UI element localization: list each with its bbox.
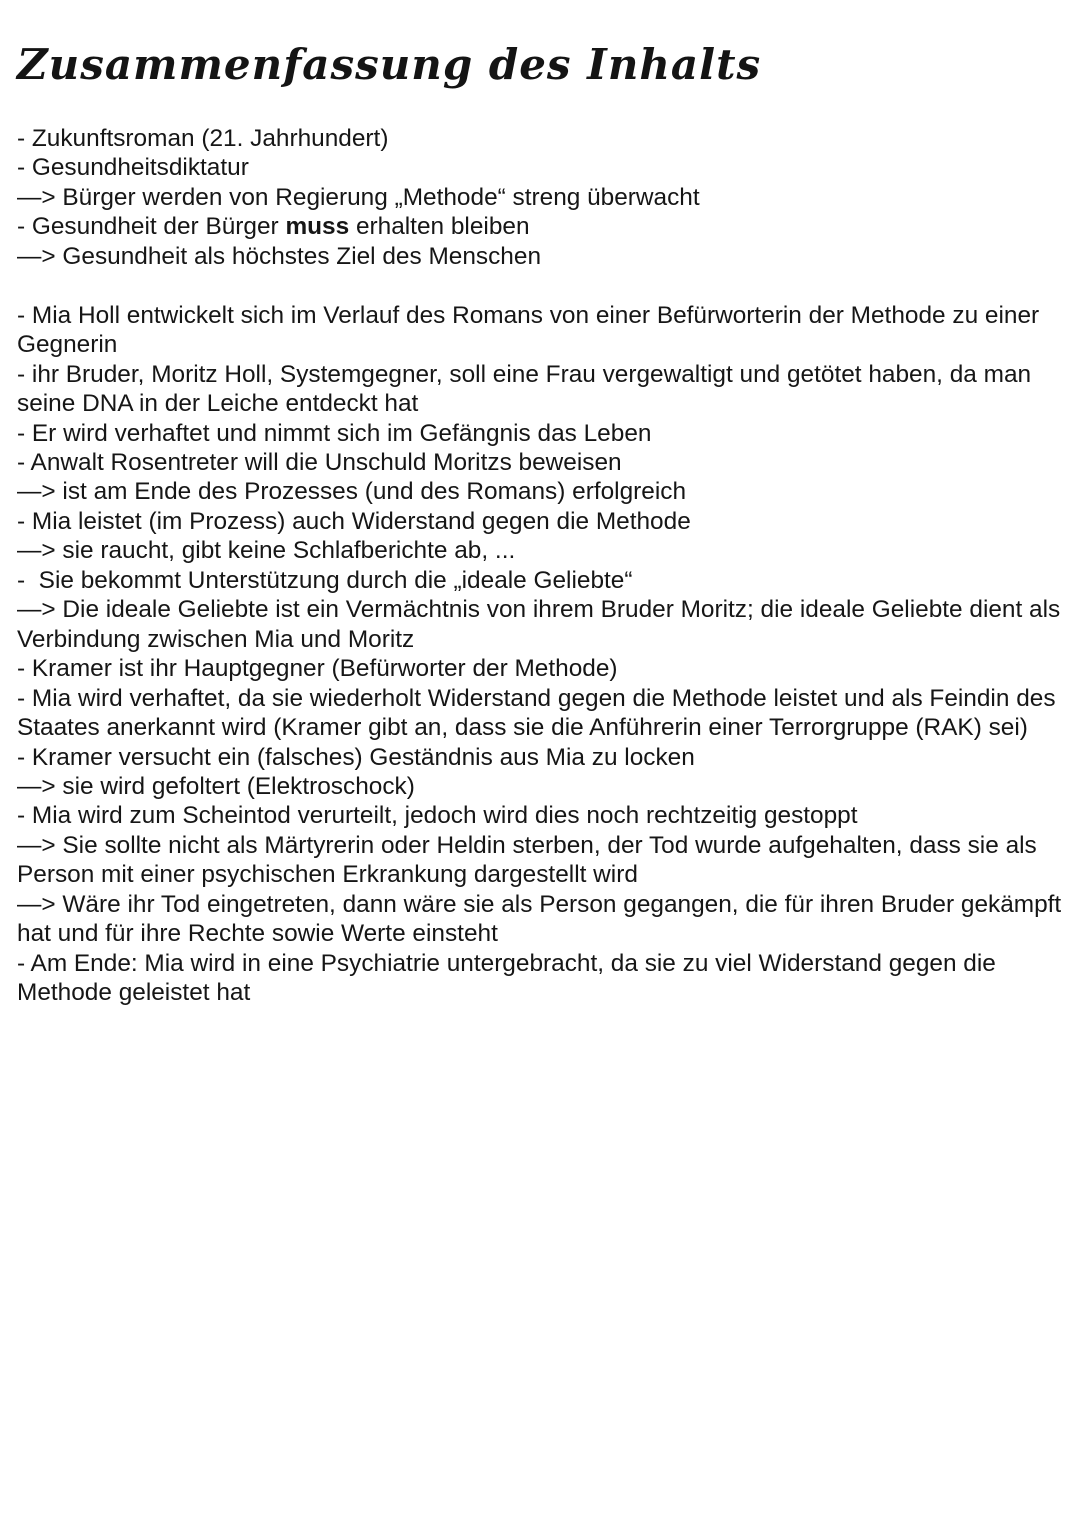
note-paragraph <box>17 801 1064 830</box>
text-segment: - Mia wird verhaftet, da sie wiederholt Widerstand gegen die Methode leistet und als Feindin des Staates anerkannt wird (Kramer gibt an, dass sie die Anführerin einer Terrorgruppe (RAK) sei) <box>17 684 1063 742</box>
text-segment: - Kramer ist ihr Hauptgegner (Befürworter der Methode) <box>17 655 618 683</box>
text-segment: - Mia leistet (im Prozess) auch Widerstand gegen die Methode <box>17 507 691 535</box>
note-paragraph <box>17 684 1064 743</box>
text-segment: —> Bürger werden von Regierung „Methode“ streng überwacht <box>17 183 700 211</box>
note-paragraph <box>17 242 1064 271</box>
note-paragraph <box>17 890 1068 949</box>
note-paragraph <box>17 949 1064 1008</box>
text-segment: —> Die ideale Geliebte ist ein Vermächtnis von ihrem Bruder Moritz; die ideale Geliebte dient als Verbindung zwischen Mia und Moritz <box>17 596 1068 653</box>
text-segment: - Anwalt Rosentreter will die Unschuld Moritzs beweisen <box>17 448 622 476</box>
note-paragraph <box>17 124 1064 153</box>
note-paragraph <box>17 212 1064 241</box>
note-paragraph <box>17 153 1064 182</box>
note-paragraph <box>17 419 1064 448</box>
text-segment: - Kramer versucht ein (falsches) Geständnis aus Mia zu locken <box>17 743 695 771</box>
text-segment: —> Gesundheit als höchstes Ziel des Menschen <box>17 242 542 270</box>
text-segment: - Mia Holl entwickelt sich im Verlauf des Romans von einer Befürworterin der Methode zu einer Gegnerin <box>17 301 1046 359</box>
setting-block <box>17 124 1064 271</box>
text-segment: - Am Ende: Mia wird in eine Psychiatrie untergebracht, da sie zu viel Widerstand gegen die Methode geleistet hat <box>17 949 1003 1007</box>
note-paragraph <box>17 301 1064 360</box>
note-paragraph <box>17 448 1064 477</box>
bold-text: muss <box>285 213 350 241</box>
text-segment: —> sie raucht, gibt keine Schlafberichte ab, ... <box>17 537 516 565</box>
text-segment: - Zukunftsroman (21. Jahrhundert) <box>17 125 389 152</box>
text-segment: - Gesundheit der Bürger <box>17 213 286 241</box>
page-title: Zusammenfassung des Inhalts <box>17 40 762 89</box>
note-paragraph <box>17 507 1064 536</box>
text-segment: - Sie bekommt Unterstützung durch die „ideale Geliebte“ <box>17 566 633 594</box>
note-paragraph <box>17 595 1068 654</box>
text-segment: - ihr Bruder, Moritz Holl, Systemgegner, soll eine Frau vergewaltigt und getötet haben, da man seine DNA in der Leiche entdeckt hat <box>17 360 1038 418</box>
note-paragraph <box>17 183 1064 212</box>
note-paragraph <box>17 654 1064 683</box>
text-segment: - Gesundheitsdiktatur <box>17 154 249 182</box>
note-paragraph <box>17 477 1064 506</box>
note-paragraph <box>17 566 1064 595</box>
note-paragraph <box>17 831 1064 890</box>
note-paragraph <box>17 360 1064 419</box>
text-segment: —> ist am Ende des Prozesses (und des Romans) erfolgreich <box>17 478 687 506</box>
text-segment: —> Sie sollte nicht als Märtyrerin oder Heldin sterben, der Tod wurde aufgehalten, dass sie als Person mit einer psychischen Erkrankung dargestellt wird <box>17 831 1044 889</box>
note-paragraph <box>17 743 1064 772</box>
text-segment: - Er wird verhaftet und nimmt sich im Gefängnis das Leben <box>17 419 652 447</box>
text-segment: —> Wäre ihr Tod eingetreten, dann wäre sie als Person gegangen, die für ihren Bruder gekämpft hat und für ihre Rechte sowie Werte einsteht <box>17 890 1068 948</box>
text-segment: - Mia wird zum Scheintod verurteilt, jedoch wird dies noch rechtzeitig gestoppt <box>17 802 858 830</box>
text-segment: —> sie wird gefoltert (Elektroschock) <box>17 772 415 800</box>
plot-block <box>17 301 1068 1008</box>
note-paragraph <box>17 772 1064 801</box>
note-paragraph <box>17 536 1064 565</box>
note-body <box>17 124 1068 1008</box>
text-segment: erhalten bleiben <box>349 213 530 241</box>
